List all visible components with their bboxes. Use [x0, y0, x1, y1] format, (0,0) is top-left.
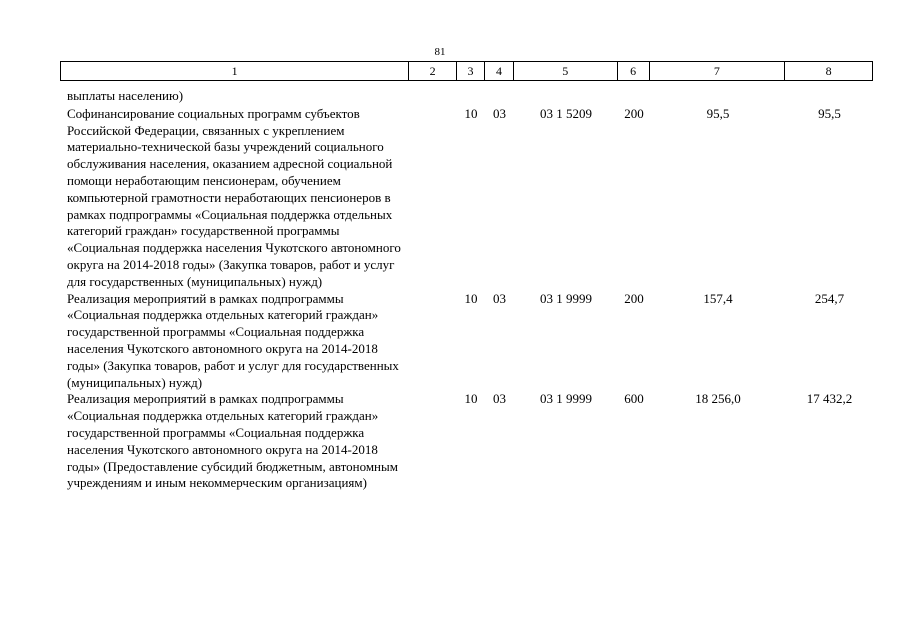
- row-amount-2: 254,7: [814, 290, 845, 306]
- row-name: Реализация мероприятий в рамках подпрограммы «Социальная поддержка отдельных категорий граждан» государственной программы «Социальная поддержка населения Чукотского автономного округа на 2014-2018 годы» (Предоставление субсидий бюджетным, автономным учреждениям и иным некоммерческим организациям): [67, 391, 398, 491]
- header-col-3: 3: [457, 62, 485, 80]
- table-row: [60, 391, 873, 492]
- row-expense-type: [618, 88, 650, 105]
- row-subsection: 03: [493, 290, 506, 306]
- row-amount-2: 95,5: [818, 105, 841, 121]
- row-target-article: [514, 88, 618, 105]
- header-col-4: 4: [485, 62, 514, 80]
- table-header: [60, 61, 873, 81]
- table-body: [60, 88, 873, 492]
- row-subsection: 03: [493, 105, 506, 121]
- row-amount-2: 17 432,2: [806, 391, 853, 407]
- row-name: Реализация мероприятий в рамках подпрограммы «Социальная поддержка отдельных категорий граждан» государственной программы «Социальная поддержка населения Чукотского автономного округа на 2014-2018 годы» (Закупка товаров, работ и услуг для государственных (муниципальных) нужд): [67, 290, 399, 390]
- page-number: 81: [434, 46, 446, 58]
- row-expense-type: 600: [624, 391, 644, 407]
- header-col-2: 2: [409, 62, 457, 80]
- header-col-8: 8: [825, 64, 832, 78]
- row-section: [457, 88, 485, 105]
- row-target-article: 03 1 9999: [540, 290, 592, 306]
- header-col-6: 6: [618, 62, 650, 80]
- row-expense-type: 200: [624, 105, 644, 121]
- row-amount-1: [650, 88, 786, 105]
- header-col-7: 7: [650, 62, 786, 80]
- row-expense-type: 200: [624, 290, 644, 306]
- row-col-2: [409, 106, 457, 291]
- row-section: 10: [464, 391, 478, 407]
- header-col-5: 5: [514, 62, 618, 80]
- row-col-2: [409, 88, 457, 105]
- row-amount-1: 18 256,0: [695, 391, 741, 407]
- table-row: [60, 291, 873, 392]
- header-col-1: 1: [61, 62, 409, 80]
- row-col-2: [409, 391, 457, 492]
- row-amount-2: [786, 88, 873, 105]
- row-subsection: 03: [493, 391, 506, 407]
- row-amount-1: 157,4: [703, 290, 733, 306]
- table-row: [60, 88, 873, 105]
- row-amount-1: 95,5: [706, 105, 730, 121]
- row-target-article: 03 1 5209: [540, 105, 592, 121]
- row-name: Софинансирование социальных программ субъектов Российской Федерации, связанных с укреплением материально-технической базы учреждений социального обслуживания населения, оказанием адресной социальной помощи неработающим пенсионерам, обучением компьютерной грамотности неработающих пенсионеров в рамках подпрограммы «Социальная поддержка отдельных категорий граждан» государственной программы «Социальная поддержка населения Чукотского автономного округа на 2014-2018 годы» (Закупка товаров, работ и услуг для государственных (муниципальных) нужд): [67, 105, 401, 289]
- row-target-article: 03 1 9999: [540, 391, 592, 407]
- table-row: [60, 106, 873, 291]
- row-section: 10: [464, 290, 478, 306]
- row-name: выплаты населению): [67, 88, 184, 103]
- row-col-2: [409, 291, 457, 392]
- row-subsection: [485, 88, 514, 105]
- row-section: 10: [464, 105, 478, 121]
